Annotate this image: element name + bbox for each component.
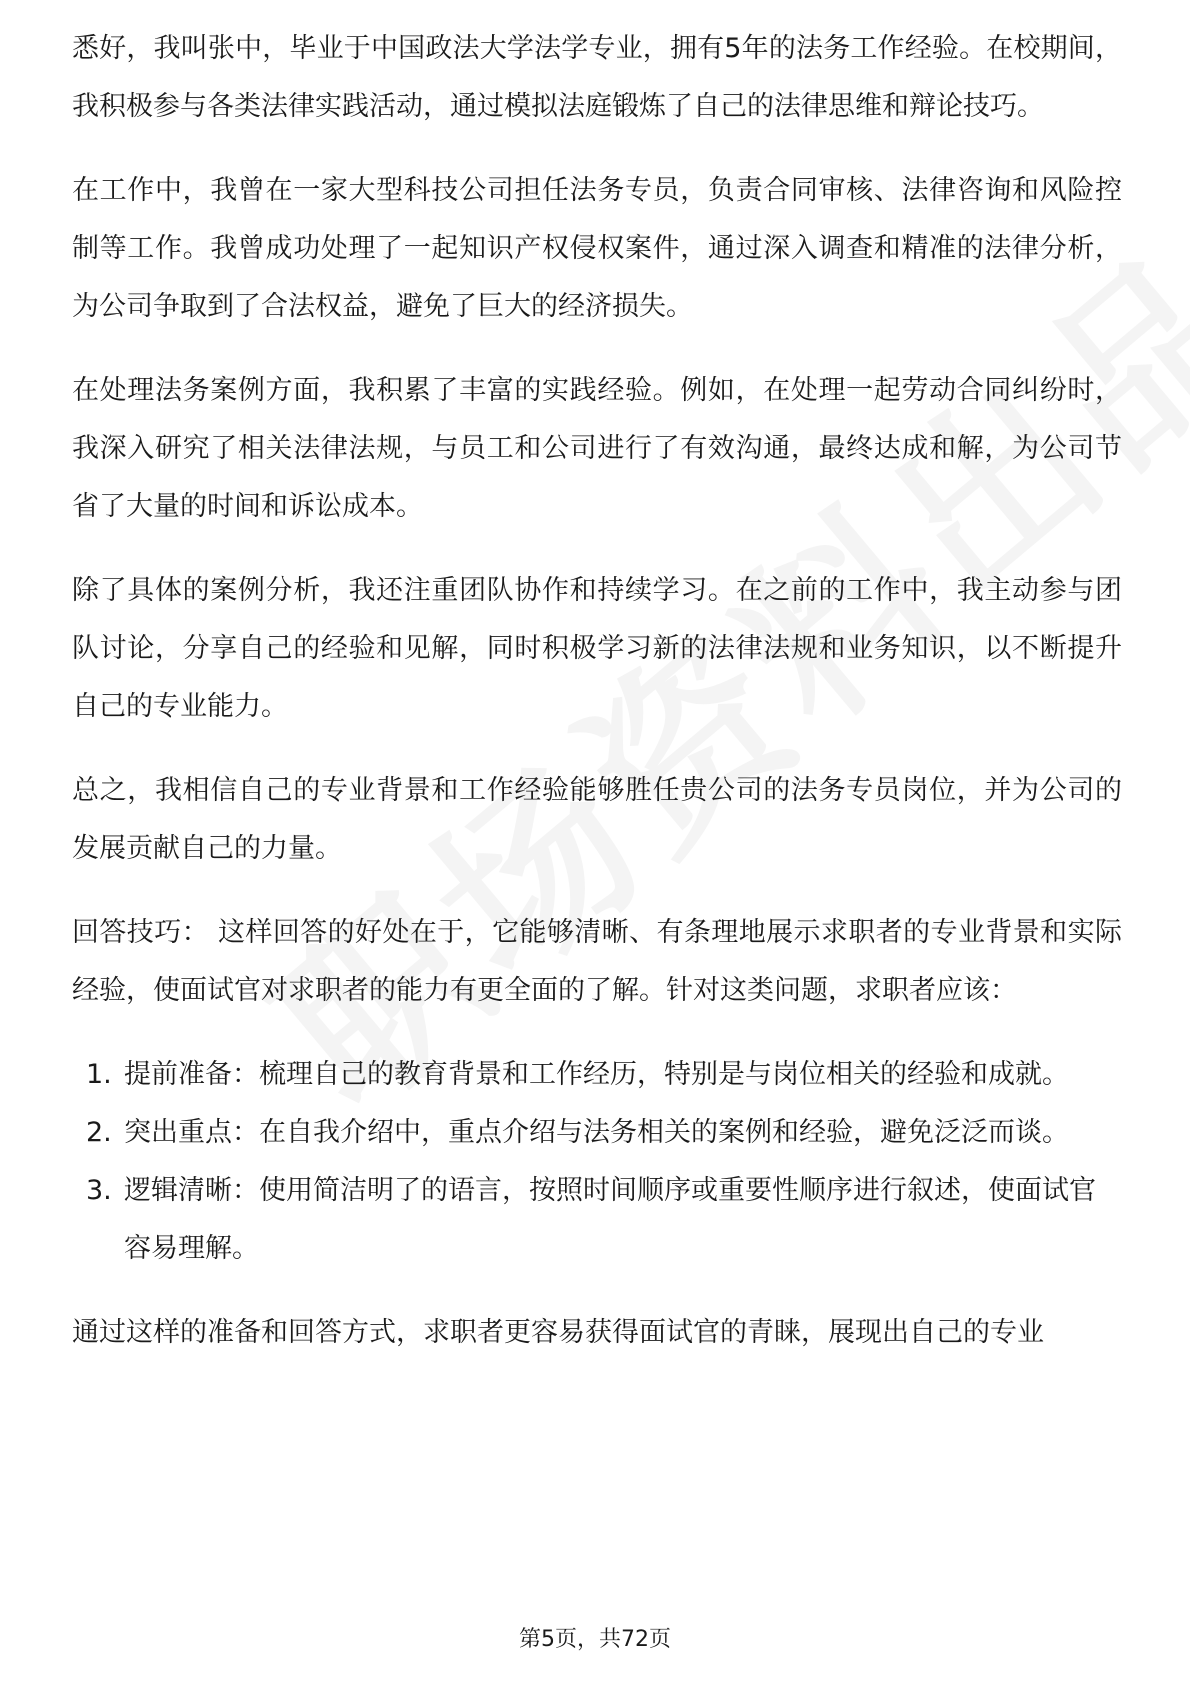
list-item-number: 1.	[86, 1059, 112, 1090]
list-item-text: 提前准备：梳理自己的教育背景和工作经历，特别是与岗位相关的经验和成就。	[124, 1059, 1069, 1090]
document-body	[72, 20, 1122, 1388]
paragraph-work-experience: 在工作中，我曾在一家大型科技公司担任法务专员，负责合同审核、法律咨询和风险控制等工作。我曾成功处理了一起知识产权侵权案件，通过深入调查和精准的法律分析，为公司争取到了合法权益，避免了巨大的经济损失。	[72, 175, 1122, 322]
paragraph-intro: 悉好，我叫张中，毕业于中国政法大学法学专业，拥有5年的法务工作经验。在校期间，我积极参与各类法律实践活动，通过模拟法庭锻炼了自己的法律思维和辩论技巧。	[72, 33, 1122, 122]
paragraph-summary: 总之，我相信自己的专业背景和工作经验能够胜任贵公司的法务专员岗位，并为公司的发展贡献自己的力量。	[72, 775, 1122, 864]
list-item-number: 2.	[86, 1117, 112, 1148]
paragraph-case-experience: 在处理法务案例方面，我积累了丰富的实践经验。例如，在处理一起劳动合同纠纷时，我深入研究了相关法律法规，与员工和公司进行了有效沟通，最终达成和解，为公司节省了大量的时间和诉讼成本。	[72, 375, 1122, 522]
tips-list	[72, 1046, 1122, 1278]
list-item-text: 突出重点：在自我介绍中，重点介绍与法务相关的案例和经验，避免泛泛而谈。	[124, 1117, 1069, 1148]
list-item	[72, 1104, 1122, 1162]
list-item	[72, 1046, 1122, 1104]
list-item	[72, 1162, 1122, 1278]
paragraph-answer-tips: 回答技巧： 这样回答的好处在于，它能够清晰、有条理地展示求职者的专业背景和实际经验，使面试官对求职者的能力有更全面的了解。针对这类问题，求职者应该：	[72, 917, 1122, 1006]
page-number: 第5页，共72页	[519, 1627, 671, 1652]
list-item-number: 3.	[86, 1175, 112, 1206]
list-item-text: 逻辑清晰：使用简洁明了的语言，按照时间顺序或重要性顺序进行叙述，使面试官容易理解。	[124, 1175, 1096, 1264]
paragraph-teamwork: 除了具体的案例分析，我还注重团队协作和持续学习。在之前的工作中，我主动参与团队讨论，分享自己的经验和见解，同时积极学习新的法律法规和业务知识，以不断提升自己的专业能力。	[72, 575, 1122, 722]
paragraph-closing: 通过这样的准备和回答方式，求职者更容易获得面试官的青睐，展现出自己的专业	[72, 1317, 1044, 1348]
